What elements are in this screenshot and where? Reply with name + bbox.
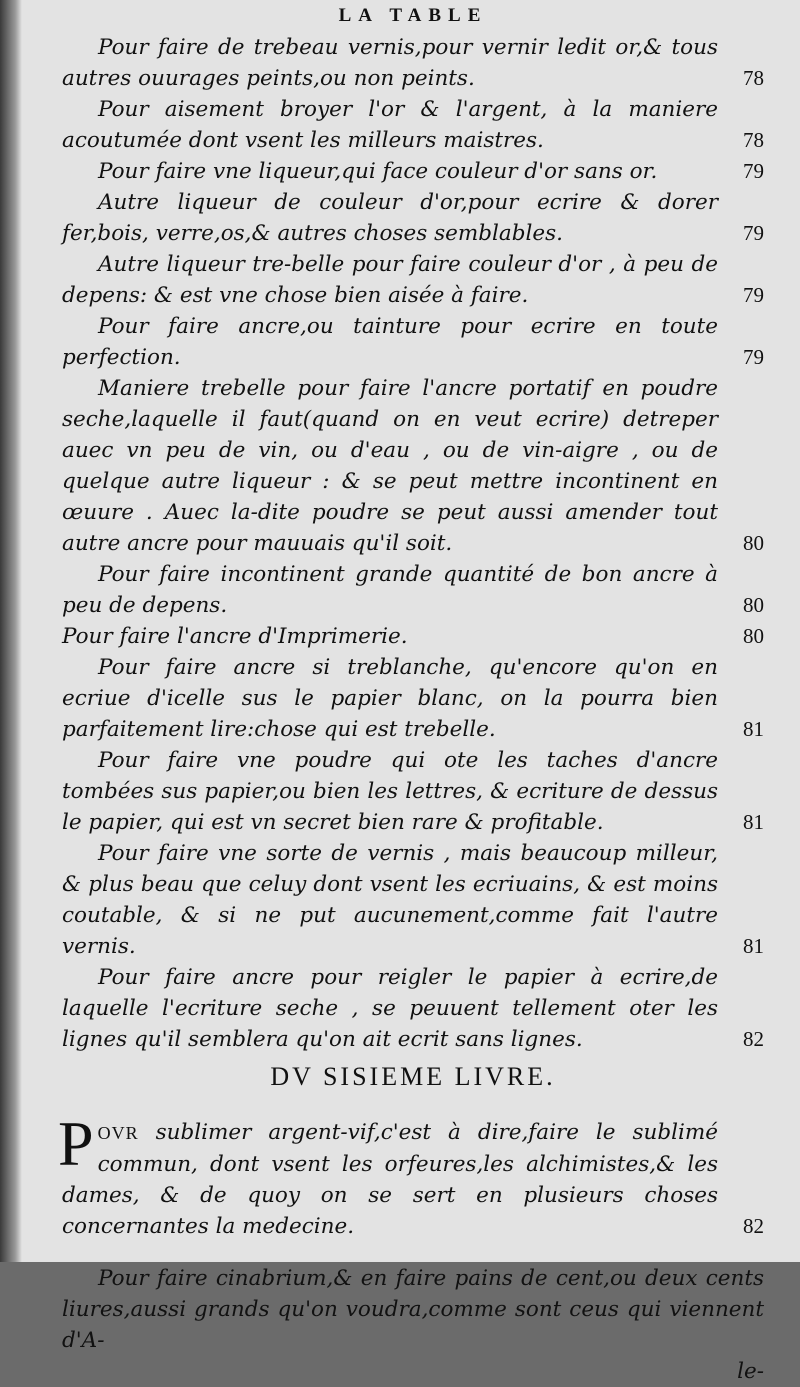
page-number: 80 [743,593,764,617]
entry-text: Pour faire de trebeau vernis,pour vernir ledit or,& tous autres ouurages peints,ou non peints. [62,35,718,91]
page-number: 79 [743,345,764,369]
page-number: 81 [743,934,764,958]
toc-entry [62,311,764,373]
page-number: 78 [743,128,764,152]
entry-text: sublimer argent-vif,c'est à dire,faire le sublimé commun, dont vsent les orfeures,les alchimistes,& les dames, & de quoy on se sert en plusieurs choses concernantes la medecine. [62,1119,718,1239]
page-number: 79 [743,159,764,183]
section-first-entry [58,1107,764,1242]
entry-text: Pour faire l'ancre d'Imprimerie. [62,624,408,649]
page-number: 81 [743,717,764,741]
running-head: LA TABLE [338,5,488,26]
entry-text: Pour faire ancre pour reigler le papier à ecrire,de laquelle l'ecriture seche , se peuuent tellement oter les lignes qu'il semblera qu'on ait ecrit sans lignes. [62,965,718,1052]
page-number: 78 [743,66,764,90]
table-of-contents [62,32,764,1055]
toc-entry [62,1263,764,1356]
toc-entry [62,838,764,962]
small-caps-word: OVR [97,1122,139,1143]
toc-entry [62,652,764,745]
entry-text: Pour faire ancre,ou tainture pour ecrire en toute perfection. [62,314,718,370]
entry-text: Pour faire cinabrium,& en faire pains de cent,ou deux cents liures,aussi grands qu'on voudra,comme sont ceus qui viennent d'A- [62,1266,764,1353]
page-number: 81 [743,810,764,834]
entry-text: Pour faire ancre si treblanche, qu'encore qu'on en ecriue d'icelle sus le papier blanc, on la pourra bien parfaitement lire:chose qui est trebelle. [62,655,718,742]
toc-entry [62,621,764,652]
section-heading: DV SISIEME LIVRE. [270,1062,556,1091]
toc-entry [62,32,764,94]
toc-entry [62,94,764,156]
toc-entry [62,559,764,621]
toc-entry [62,373,764,559]
toc-entry [62,187,764,249]
entry-text: Autre liqueur tre-belle pour faire couleur d'or , à peu de depens: & est vne chose bien aisée à faire. [62,252,718,308]
entry-text: Pour faire vne liqueur,qui face couleur d'or sans or. [98,159,658,184]
toc-entry [62,745,764,838]
entry-text: Autre liqueur de couleur d'or,pour ecrire & dorer fer,bois, verre,os,& autres choses semblables. [62,190,718,246]
page-number: 79 [743,283,764,307]
entry-text: Pour faire vne sorte de vernis , mais beaucoup milleur, & plus beau que celuy dont vsent les ecriuains, & est moins coutable, & si ne put aucunement,comme fait l'autre vernis. [62,841,718,959]
toc-entry [62,962,764,1055]
entry-text: Pour faire vne poudre qui ote les taches d'ancre tombées sus papier,ou bien les lettres, & ecriture de dessus le papier, qui est vn secret bien rare & profitable. [62,748,718,835]
page-number: 82 [743,1027,764,1051]
page-gutter-shadow [0,0,22,1262]
entry-text: Pour faire incontinent grande quantité de bon ancre à peu de depens. [62,562,718,618]
catchword: le- [737,1359,764,1384]
drop-cap: P [58,1107,94,1179]
toc-entry [62,156,764,187]
page-number: 82 [743,1213,764,1238]
entry-text: Pour aisement broyer l'or & l'argent, à la maniere acoutumée dont vsent les milleurs maistres. [62,97,718,153]
page-number: 80 [743,624,764,648]
page-number: 79 [743,221,764,245]
page-number: 80 [743,531,764,555]
entry-text: Maniere trebelle pour faire l'ancre portatif en poudre seche,laquelle il faut(quand on en veut ecrire) detreper auec vn peu de vin, ou d'eau , ou de vin-aigre , ou de quelque autre liqueur : & se peut mettre incontinent en œuure . Auec la-dite poudre se peut aussi amender tout autre ancre pour mauuais qu'il soit. [62,376,718,556]
toc-entry [62,249,764,311]
